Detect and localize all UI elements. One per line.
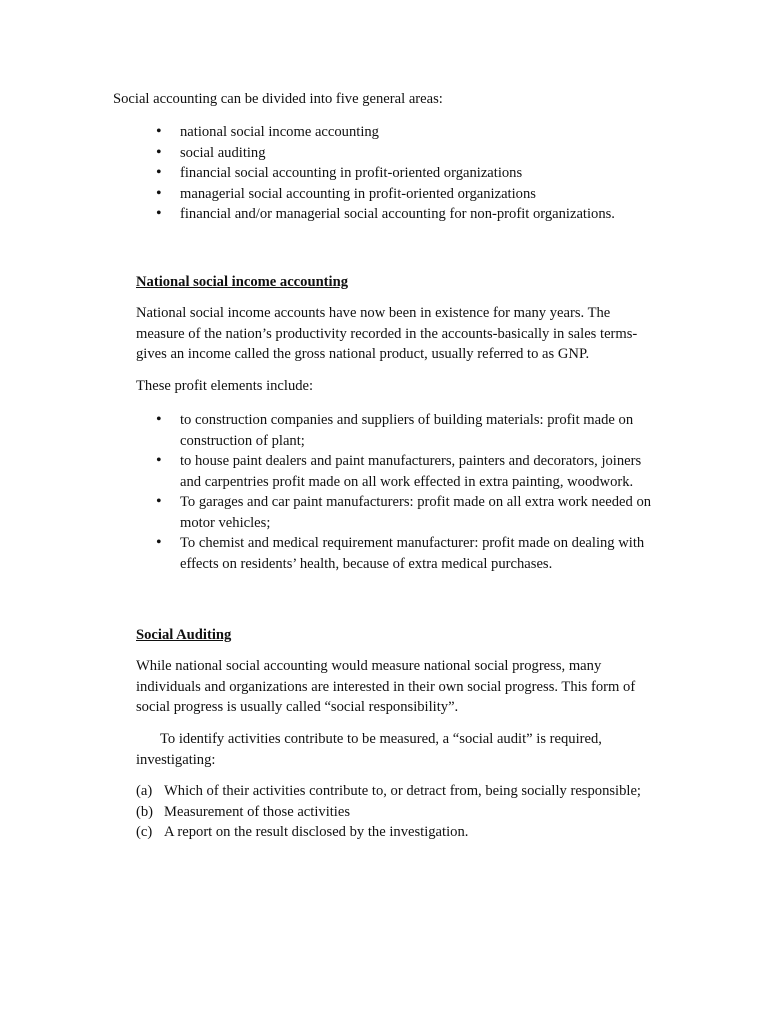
profit-elements-list bbox=[138, 410, 658, 574]
section-heading-national: National social income accounting bbox=[136, 274, 349, 290]
section-heading-social-auditing: Social Auditing bbox=[136, 627, 232, 643]
social-audit-paragraph: To identify activities contribute to be measured, a “social audit” is required, investigating: bbox=[136, 731, 602, 768]
list-item: • To chemist and medical requirement manufacturer: profit made on dealing with effects on residents’ health, because of extra medical purchases. bbox=[138, 533, 658, 574]
list-item bbox=[136, 781, 676, 802]
item-label: (a) bbox=[136, 783, 153, 799]
item-text: Measurement of those activities bbox=[164, 803, 351, 820]
item-text: Which of their activities contribute to, or detract from, being socially responsible; bbox=[164, 783, 641, 799]
list-item: • to construction companies and suppliers of building materials: profit made on construction of plant; bbox=[138, 410, 658, 451]
item-label: (b) bbox=[136, 803, 154, 820]
investigation-list bbox=[136, 781, 676, 843]
list-item: • national social income accounting bbox=[138, 122, 658, 143]
intro-text: Social accounting can be divided into five general areas: bbox=[113, 91, 443, 107]
list-item bbox=[136, 822, 676, 843]
list-item: • to house paint dealers and paint manufacturers, painters and decorators, joiners and carpentries profit made on all work effected in extra painting, woodwork. bbox=[138, 451, 658, 492]
areas-list bbox=[138, 122, 658, 225]
item-text: A report on the result disclosed by the investigation. bbox=[164, 824, 469, 840]
list-item bbox=[136, 802, 676, 823]
item-label: (c) bbox=[136, 824, 153, 840]
list-item: • managerial social accounting in profit-oriented organizations bbox=[138, 184, 658, 205]
social-auditing-paragraph: While national social accounting would measure national social progress, many individuals and organizations are interested in their own social progress. This form of social progress is usually called “social responsibility”. bbox=[136, 658, 636, 715]
list-item: • social auditing bbox=[138, 143, 658, 164]
national-paragraph: National social income accounts have now been in existence for many years. The measure of the nation’s productivity recorded in the accounts-basically in sales terms- gives an income called the gross national product, usually referred to as GNP. bbox=[136, 305, 638, 362]
list-item: • financial social accounting in profit-oriented organizations bbox=[138, 163, 658, 184]
profit-elements-intro: These profit elements include: bbox=[136, 378, 314, 394]
list-item: • financial and/or managerial social accounting for non-profit organizations. bbox=[138, 204, 658, 225]
list-item: • To garages and car paint manufacturers: profit made on all extra work needed on motor vehicles; bbox=[138, 492, 658, 533]
